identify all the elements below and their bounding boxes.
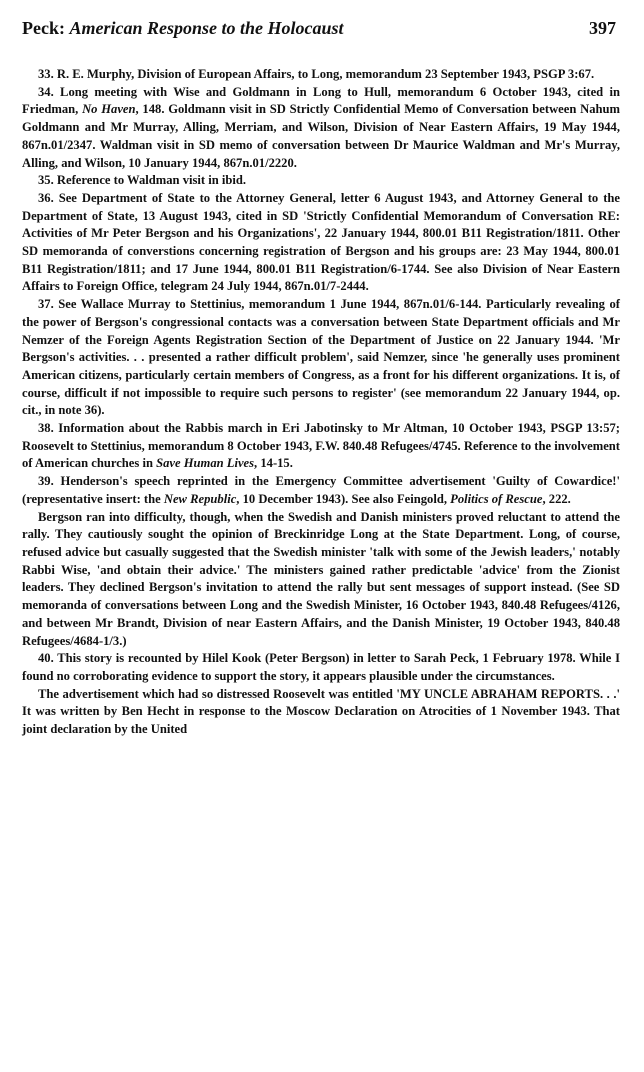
running-title: Peck: American Response to the Holocaust — [22, 18, 344, 38]
note-36: 36. See Department of State to the Attorney General, letter 6 August 1943, and Attorney General to the Department of State, 13 August 1943, cited in SD 'Strictly Confidential Memorandum of Conversation RE: Activities of Mr Peter Bergson and his Organizations', 22 January 1944, 800.01 B11 Registration/1811. Other SD memoranda of converstions concerning registration of Bergson and his groups are: 23 May 1944, 800.01 B11 Registration/1811; and 17 June 1944, 800.01 B11 Registration/6-1744. See also Division of Near Eastern Affairs to Foreign Office, telegram 24 July 1944, 867n.01/7-2444. — [22, 190, 620, 294]
note-37: 37. See Wallace Murray to Stettinius, memorandum 1 June 1944, 867n.01/6-144. Particularly revealing of the power of Bergson's congressional contacts was a conversation between State Department officials and Mr Nemzer of the Foreign Agents Registration Section of the Department of Justice on 22 January 1944. 'Mr Bergson's activities. . . presented a rather difficult problem', said Nemzer, since 'he generally uses prominent American citizens, particularly certain members of Congress, as a front for his different organizations. It is, of course, difficult if not impossible to require such persons to register' (see memorandum 22 January 1944, op. cit., in note 36). — [22, 297, 620, 418]
endnotes — [22, 66, 620, 739]
note-34: 34. Long meeting with Wise and Goldmann in Long to Hull, memorandum 6 October 1943, cited in Friedman, No Haven, 148. Goldmann visit in SD Strictly Confidential Memo of Conversation between Nahum Goldmann and Mr Murray, Alling, Merriam, and Wilson, Division of Near Eastern Affairs, 19 May 1944, 867n.01/2347. Waldman visit in SD memo of conversation between Dr Maurice Waldman and Mr's Murray, Alling, and Wilson, 10 January 1944, 867n.01/2220. — [22, 84, 620, 170]
book-title: American Response to the Holocaust — [69, 18, 344, 38]
page-number: 397 — [589, 18, 616, 38]
note-40-continued: The advertisement which had so distressed Roosevelt was entitled 'MY UNCLE ABRAHAM REPORTS. . .' It was written by Ben Hecht in response to the Moscow Declaration on Atrocities of 1 November 1943. That joint declaration by the United — [22, 686, 620, 737]
note-39: 39. Henderson's speech reprinted in the Emergency Committee advertisement 'Guilty of Cowardice!' (representative insert: the New Republic, 10 December 1943). See also Feingold, Politics of Rescue, 222. — [22, 474, 620, 506]
note-40: 40. This story is recounted by Hilel Kook (Peter Bergson) in letter to Sarah Peck, 1 February 1978. While I found no corroborating evidence to support the story, it appears plausible under the circumstances. — [22, 651, 620, 683]
note-39-continued: Bergson ran into difficulty, though, when the Swedish and Danish ministers proved reluctant to attend the rally. They cautiously sought the opinion of Breckinridge Long at the State Department. Long, of course, refused advice but casually suggested that the Swedish minister 'talk with some of the Jewish leaders,' notably Rabbi Wise, 'and obtain their advice.' The ministers gained rather predictable 'advice' from the Zionist leaders. They declined Bergson's invitation to attend the rally but sent messages of support instead. (See SD memoranda of conversations between Long and the Swedish Minister, 16 October 1943, 840.48 Refugees/4126, and between Mr Brandt, Division of near Eastern Affairs, and the Danish Minister, 19 October 1943, 840.48 Refugees/4684-1/3.) — [22, 509, 620, 648]
note-33: 33. R. E. Murphy, Division of European Affairs, to Long, memorandum 23 September 1943, PSGP 3:67. — [38, 67, 595, 81]
running-header — [22, 16, 620, 46]
note-38: 38. Information about the Rabbis march in Eri Jabotinsky to Mr Altman, 10 October 1943, PSGP 13:57; Roosevelt to Stettinius, memorandum 8 October 1943, F.W. 840.48 Refugees/4745. Reference to the involvement of American churches in Save Human Lives, 14-15. — [22, 421, 620, 471]
note-35: 35. Reference to Waldman visit in ibid. — [38, 173, 247, 188]
